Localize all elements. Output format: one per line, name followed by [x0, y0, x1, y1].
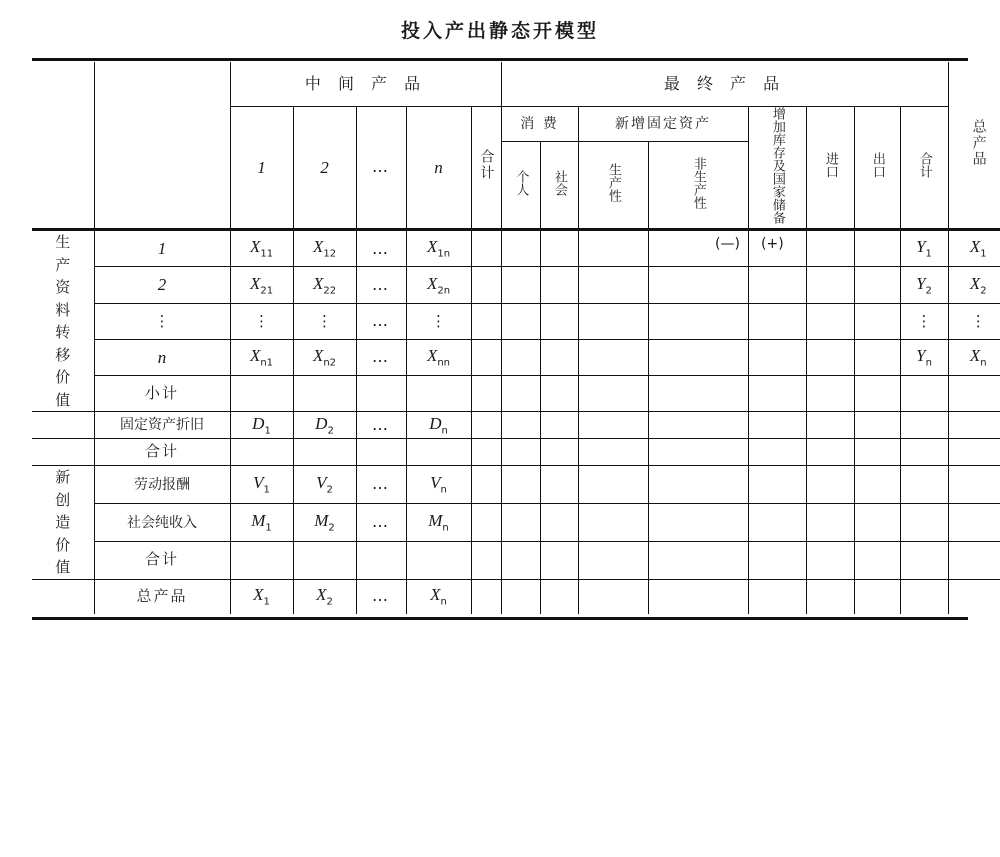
table-row: [32, 579, 1000, 614]
cell-final-subtotal: [900, 541, 948, 579]
cell-ellipsis: …: [356, 267, 406, 303]
cell-v1: $V_1$: [230, 466, 293, 504]
cell-import: [806, 375, 854, 411]
header-col-n: n: [406, 107, 471, 230]
row-label-labor-pay: 劳动报酬: [94, 466, 230, 504]
table-row: [32, 541, 1000, 579]
header-consumption-personal: 个人: [501, 142, 540, 230]
cell-fixed-nonproductive: [648, 579, 748, 614]
row-label: n: [94, 339, 230, 375]
header-consumption: 消 费: [501, 107, 578, 142]
cell-export: [854, 579, 900, 614]
cell-total-product: [948, 375, 1000, 411]
cell-total-product: $X_1$: [948, 230, 1000, 267]
cell-x22: $X_{22}$: [293, 267, 356, 303]
cell-total-product: $X_2$: [948, 267, 1000, 303]
table-top-rule: [32, 58, 968, 61]
cell-intermediate-total: [471, 579, 501, 614]
cell-m2: $M_2$: [293, 503, 356, 541]
side-label-production-transfer: [32, 230, 94, 412]
cell-fixed-nonproductive: [648, 503, 748, 541]
table-bottom-rule: [32, 617, 968, 620]
side-label-new-value: [32, 466, 94, 580]
cell-consumption-personal: [501, 412, 540, 439]
row-label-total-product: 总产品: [94, 579, 230, 614]
cell-final-subtotal: [900, 503, 948, 541]
cell-fixed-productive: [578, 503, 648, 541]
cell-consumption-personal: [501, 339, 540, 375]
cell-fixed-productive: [578, 267, 648, 303]
cell-fixed-nonproductive: [648, 412, 748, 439]
cell-intermediate-n: [406, 375, 471, 411]
cell-import: [806, 541, 854, 579]
cell-intermediate-1: [230, 375, 293, 411]
cell-ellipsis-v: ⋮: [406, 303, 471, 339]
cell-intermediate-total: [471, 439, 501, 466]
cell-consumption-social: [540, 267, 578, 303]
header-col-2: 2: [293, 107, 356, 230]
cell-consumption-social: [540, 303, 578, 339]
side-spacer-bottom: [32, 579, 94, 614]
cell-intermediate-2: [293, 439, 356, 466]
cell-intermediate-total: [471, 339, 501, 375]
header-row-groups: [32, 62, 1000, 107]
header-col-ellipsis: …: [356, 107, 406, 230]
cell-export: [854, 466, 900, 504]
corner-cell: [32, 62, 94, 230]
cell-fixed-nonproductive: [648, 339, 748, 375]
side-label-production-transfer-text: 生 产 资 料 转 移 价 值: [55, 233, 71, 409]
cell-mn: $M_n$: [406, 503, 471, 541]
header-total-product-label: 总产品: [970, 118, 987, 167]
corner-cell-2: [94, 62, 230, 230]
cell-intermediate-total: [471, 466, 501, 504]
math-x11: $X_{11}$: [249, 237, 274, 260]
cell-fixed-productive: [578, 412, 648, 439]
cell-consumption-personal: [501, 541, 540, 579]
cell-import: [806, 466, 854, 504]
cell-xnn: $X_{nn}$: [406, 339, 471, 375]
cell-ellipsis: …: [356, 339, 406, 375]
cell-import: [806, 439, 854, 466]
cell-ellipsis: …: [356, 412, 406, 439]
table-row: [32, 339, 1000, 375]
cell-fixed-nonproductive: [648, 466, 748, 504]
cell-consumption-social: [540, 412, 578, 439]
cell-import: [806, 579, 854, 614]
header-consumption-social: 社会: [540, 142, 578, 230]
cell-final-subtotal: [900, 375, 948, 411]
cell-fixed-nonproductive: [648, 303, 748, 339]
row-label-subtotal: 合计: [94, 439, 230, 466]
cell-fixed-productive: [578, 439, 648, 466]
table-row: [32, 303, 1000, 339]
cell-import: [806, 303, 854, 339]
header-total-product: [948, 62, 1000, 230]
table-row: [32, 230, 1000, 267]
cell-total-product: [948, 541, 1000, 579]
cell-inventory: [748, 303, 806, 339]
cell-ellipsis: …: [356, 303, 406, 339]
header-export: 出口: [854, 107, 900, 230]
cell-d2: $D_2$: [293, 412, 356, 439]
cell-import: [806, 267, 854, 303]
cell-fixed-productive: [578, 579, 648, 614]
cell-final-subtotal: [900, 412, 948, 439]
cell-m1: $M_1$: [230, 503, 293, 541]
cell-ellipsis: [356, 375, 406, 411]
cell-x12: $X_{12}$: [293, 230, 356, 267]
cell-final-subtotal: [900, 466, 948, 504]
header-fixed-nonproductive: 非生产性: [648, 142, 748, 230]
cell-consumption-personal: [501, 503, 540, 541]
cell-ellipsis: …: [356, 466, 406, 504]
table-row: [32, 466, 1000, 504]
cell-total-product: [948, 439, 1000, 466]
cell-total-x1: $X_1$: [230, 579, 293, 614]
cell-export: [854, 375, 900, 411]
cell-consumption-social: [540, 339, 578, 375]
row-label: 1: [94, 230, 230, 267]
cell-intermediate-1: [230, 541, 293, 579]
cell-inventory: [748, 375, 806, 411]
cell-consumption-social: [540, 541, 578, 579]
input-output-table-container: [32, 62, 987, 614]
cell-import: [806, 412, 854, 439]
cell-ellipsis: [356, 439, 406, 466]
cell-final-subtotal: [900, 579, 948, 614]
cell-fixed-productive: [578, 541, 648, 579]
cell-export: [854, 412, 900, 439]
cell-intermediate-n: [406, 439, 471, 466]
cell-consumption-personal: [501, 303, 540, 339]
import-sign: (—): [715, 236, 740, 252]
cell-export: [854, 439, 900, 466]
cell-ellipsis: [356, 541, 406, 579]
cell-intermediate-total: [471, 267, 501, 303]
header-col-1: 1: [230, 107, 293, 230]
header-new-fixed-assets: 新增固定资产: [578, 107, 748, 142]
cell-intermediate-total: [471, 503, 501, 541]
header-final-subtotal: 合计: [900, 107, 948, 230]
cell-ellipsis-v: ⋮: [293, 303, 356, 339]
side-label-new-value-text: 新 创 造 价 值: [55, 468, 71, 576]
cell-ellipsis: …: [356, 230, 406, 267]
cell-total-product: ⋮: [948, 303, 1000, 339]
cell-final-subtotal: [900, 439, 948, 466]
cell-intermediate-2: [293, 541, 356, 579]
cell-consumption-social: [540, 579, 578, 614]
cell-fixed-productive: [578, 466, 648, 504]
cell-inventory: [748, 339, 806, 375]
cell-x21: $X_{21}$: [230, 267, 293, 303]
cell-fixed-productive: [578, 303, 648, 339]
cell-inventory: [748, 579, 806, 614]
row-label-subtotal-2: 合计: [94, 541, 230, 579]
cell-dn: $D_n$: [406, 412, 471, 439]
cell-consumption-social: [540, 375, 578, 411]
cell-intermediate-total: [471, 412, 501, 439]
cell-fixed-nonproductive: [648, 267, 748, 303]
cell-inventory: [748, 267, 806, 303]
input-output-table: [32, 62, 1000, 614]
page-title: 投入产出静态开模型: [400, 20, 599, 42]
cell-total-product: [948, 503, 1000, 541]
cell-fixed-nonproductive: [648, 541, 748, 579]
cell-intermediate-total: [471, 230, 501, 267]
cell-import: [806, 503, 854, 541]
cell-import: [806, 230, 854, 267]
cell-intermediate-total: [471, 303, 501, 339]
cell-consumption-personal: [501, 439, 540, 466]
cell-total-x2: $X_2$: [293, 579, 356, 614]
cell-fixed-productive: [578, 339, 648, 375]
cell-x2n: $X_{2n}$: [406, 267, 471, 303]
header-final-products: 最 终 产 品: [501, 62, 948, 107]
side-spacer: [32, 439, 94, 466]
cell-ellipsis: …: [356, 579, 406, 614]
cell-consumption-personal: [501, 579, 540, 614]
side-spacer: [32, 412, 94, 439]
cell-x11: [230, 230, 293, 267]
cell-xn1: $X_{n1}$: [230, 339, 293, 375]
header-fixed-productive: 生产性: [578, 142, 648, 230]
cell-v2: $V_2$: [293, 466, 356, 504]
cell-d1: $D_1$: [230, 412, 293, 439]
table-row: [32, 412, 1000, 439]
cell-export: [854, 339, 900, 375]
row-label: 小计: [94, 375, 230, 411]
cell-inventory: [748, 412, 806, 439]
cell-final-subtotal: $Y_n$: [900, 339, 948, 375]
cell-xn2: $X_{n2}$: [293, 339, 356, 375]
cell-total-product: [948, 466, 1000, 504]
header-import: 进口: [806, 107, 854, 230]
cell-consumption-personal: [501, 466, 540, 504]
cell-vn: $V_n$: [406, 466, 471, 504]
table-row: [32, 503, 1000, 541]
header-intermediate-products: 中 间 产 品: [230, 62, 501, 107]
export-sign: (+): [761, 236, 784, 252]
cell-export: [854, 267, 900, 303]
cell-consumption-social: [540, 466, 578, 504]
cell-fixed-nonproductive: [648, 375, 748, 411]
cell-export: [854, 303, 900, 339]
cell-import: [806, 339, 854, 375]
table-row: [32, 439, 1000, 466]
row-label: ⋮: [94, 303, 230, 339]
cell-inventory: [748, 439, 806, 466]
cell-total-product: [948, 579, 1000, 614]
cell-consumption-social: [540, 503, 578, 541]
table-row: [32, 375, 1000, 411]
cell-total-product: $X_n$: [948, 339, 1000, 375]
cell-inventory: [748, 466, 806, 504]
cell-intermediate-n: [406, 541, 471, 579]
cell-export: [854, 503, 900, 541]
row-label: 2: [94, 267, 230, 303]
cell-x1n: $X_{1n}$: [406, 230, 471, 267]
cell-total-product: [948, 412, 1000, 439]
row-label-net-income: 社会纯收入: [94, 503, 230, 541]
cell-ellipsis: …: [356, 503, 406, 541]
cell-ellipsis-v: ⋮: [230, 303, 293, 339]
cell-fixed-nonproductive: [648, 439, 748, 466]
cell-final-subtotal: $Y_1$: [900, 230, 948, 267]
cell-final-subtotal: $Y_2$: [900, 267, 948, 303]
header-intermediate-total: 合计: [471, 107, 501, 230]
cell-intermediate-1: [230, 439, 293, 466]
cell-consumption-social: [540, 230, 578, 267]
cell-export: [854, 541, 900, 579]
cell-export: [854, 230, 900, 267]
cell-consumption-personal: [501, 267, 540, 303]
cell-inventory: [748, 503, 806, 541]
cell-inventory: [748, 541, 806, 579]
cell-total-xn: $X_n$: [406, 579, 471, 614]
cell-intermediate-total: [471, 541, 501, 579]
header-inventory-reserve: 增加库存及国家储备: [748, 107, 806, 230]
cell-consumption-social: [540, 439, 578, 466]
cell-fixed-productive: [578, 375, 648, 411]
cell-intermediate-total: [471, 375, 501, 411]
cell-intermediate-2: [293, 375, 356, 411]
cell-final-subtotal: ⋮: [900, 303, 948, 339]
cell-fixed-productive: [578, 230, 648, 267]
cell-consumption-personal: [501, 230, 540, 267]
cell-consumption-personal: [501, 375, 540, 411]
row-label-depreciation: 固定资产折旧: [94, 412, 230, 439]
table-row: [32, 267, 1000, 303]
